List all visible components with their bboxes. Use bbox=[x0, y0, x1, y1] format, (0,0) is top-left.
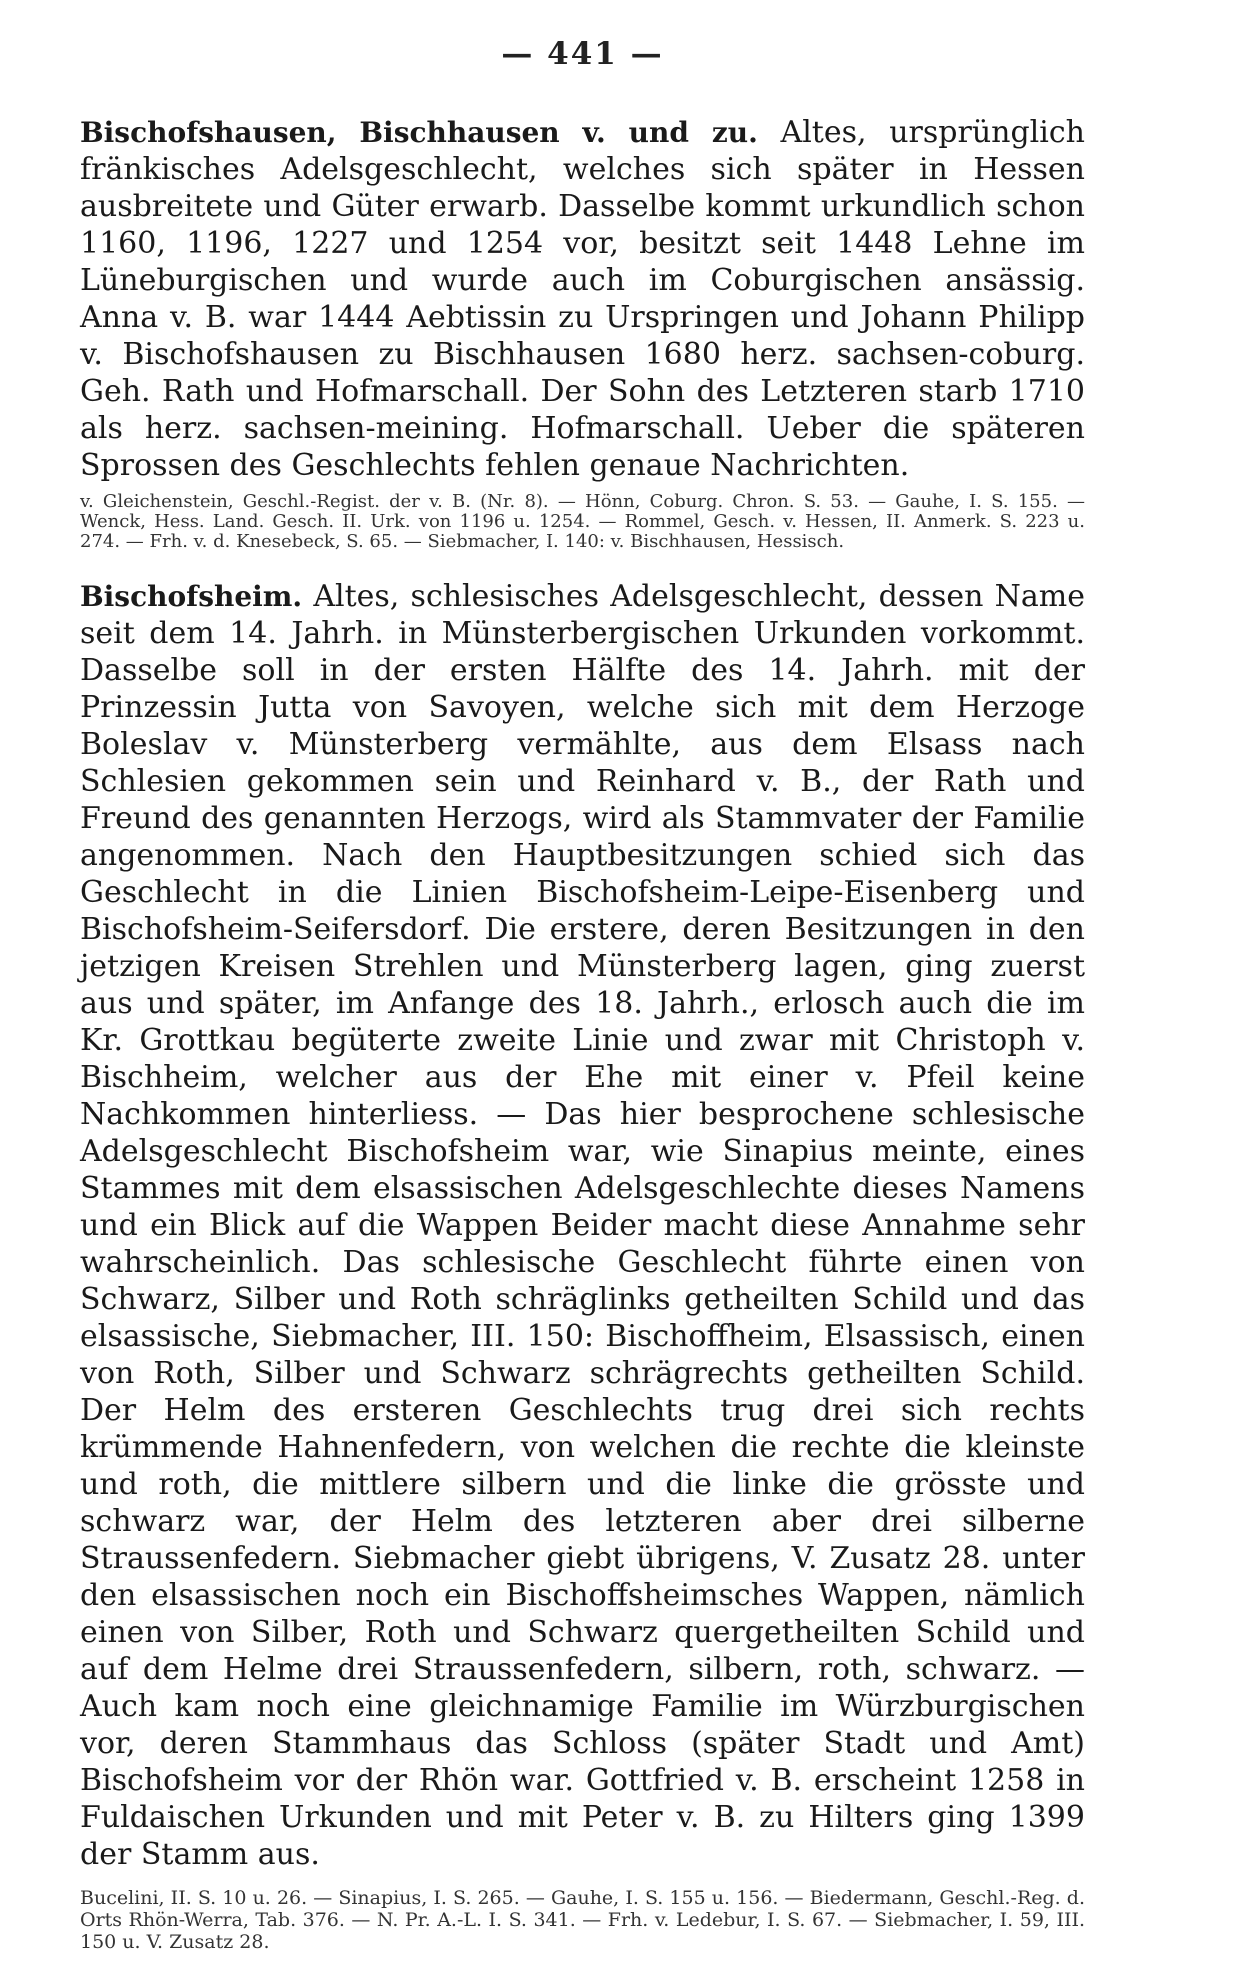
page bbox=[80, 36, 1085, 1979]
entry-bischofshausen bbox=[80, 114, 1085, 484]
entry-text: Altes, schlesisches Adelsgeschlecht, dessen Name seit dem 14. Jahrh. in Münsterbergischen Urkunden vorkommt. Dasselbe soll in der ersten Hälfte des 14. Jahrh. mit der Prinzessin Jutta von Savoyen, welche sich mit dem Herzoge Boleslav v. Münsterberg vermählte, aus dem Elsass nach Schlesien gekommen sein und Reinhard v. B., der Rath und Freund des genannten Herzogs, wird als Stammvater der Familie angenommen. Nach den Hauptbesitzungen schied sich das Geschlecht in die Linien Bischofsheim-Leipe-Eisenberg und Bischofsheim-Seifersdorf. Die erstere, deren Besitzungen in den jetzigen Kreisen Strehlen und Münsterberg lagen, ging zuerst aus und später, im Anfange des 18. Jahrh., erlosch auch die im Kr. Grottkau begüterte zweite Linie und zwar mit Christoph v. Bischheim, welcher aus der Ehe mit einer v. Pfeil keine Nachkommen hinterliess. — Das hier besprochene schlesische Adelsgeschlecht Bischofsheim war, wie Sinapius meinte, eines Stammes mit dem elsassischen Adelsgeschlechte dieses Namens und ein Blick auf die Wappen Beider macht diese Annahme sehr wahrscheinlich. Das schlesische Geschlecht führte einen von Schwarz, Silber und Roth schräglinks getheilten Schild und das elsassische, Siebmacher, III. 150: Bischoffheim, Elsassisch, einen von Roth, Silber und Schwarz schrägrechts getheilten Schild. Der Helm des ersteren Geschlechts trug drei sich rechts krümmende Hahnenfedern, von welchen die rechte die kleinste und roth, die mittlere silbern und die linke die grösste und schwarz war, der Helm des letzteren aber drei silberne Straussenfedern. Siebmacher giebt übrigens, V. Zusatz 28. unter den elsassischen noch ein Bischoffsheimsches Wappen, nämlich einen von Silber, Roth und Schwarz quergetheilten Schild und auf dem Helme drei Straussenfedern, silbern, roth, schwarz. — Auch kam noch eine gleichnamige Familie im Würzburgischen vor, deren Stammhaus das Schloss (später Stadt und Amt) Bischofsheim vor der Rhön war. Gottfried v. B. erscheint 1258 in Fuldaischen Urkunden und mit Peter v. B. zu Hilters ging 1399 der Stamm aus. bbox=[80, 579, 1085, 1872]
entry-text: Altes, ursprünglich fränkisches Adelsgeschlecht, welches sich später in Hessen ausbreitete und Güter erwarb. Dasselbe kommt urkundlich schon 1160, 1196, 1227 und 1254 vor, besitzt seit 1448 Lehne im Lüneburgischen und wurde auch im Coburgischen ansässig. Anna v. B. war 1444 Aebtissin zu Urspringen und Johann Philipp v. Bischofshausen zu Bischhausen 1680 herz. sachsen-coburg. Geh. Rath und Hofmarschall. Der Sohn des Letzteren starb 1710 als herz. sachsen-meining. Hofmarschall. Ueber die späteren Sprossen des Geschlechts fehlen genaue Nachrichten. bbox=[80, 115, 1085, 483]
entry-references: Bucelini, II. S. 10 u. 26. — Sinapius, I. S. 265. — Gauhe, I. S. 155 u. 156. — Biedermann, Geschl.-Reg. d. Orts Rhön-Werra, Tab. 376. — N. Pr. A.-L. I. S. 341. — Frh. v. Ledebur, I. S. 67. — Siebmacher, I. 59, III. 150 u. V. Zusatz 28. bbox=[80, 1887, 1085, 1953]
page-number: — 441 — bbox=[501, 36, 664, 72]
entry-bischofsheim bbox=[80, 578, 1085, 1873]
entry-headword: Bischofsheim. bbox=[80, 580, 303, 613]
entry-headword: Bischofshausen, Bischhausen v. und zu. bbox=[80, 116, 758, 149]
entry-references: v. Gleichenstein, Geschl.-Regist. der v. B. (Nr. 8). — Hönn, Coburg. Chron. S. 53. — Gauhe, I. S. 155. — Wenck, Hess. Land. Gesch. II. Urk. von 1196 u. 1254. — Rommel, Gesch. v. Hessen, II. Anmerk. S. 223 u. 274. — Frh. v. d. Knesebeck, S. 65. — Siebmacher, I. 140: v. Bischhausen, Hessisch. bbox=[80, 491, 1085, 552]
